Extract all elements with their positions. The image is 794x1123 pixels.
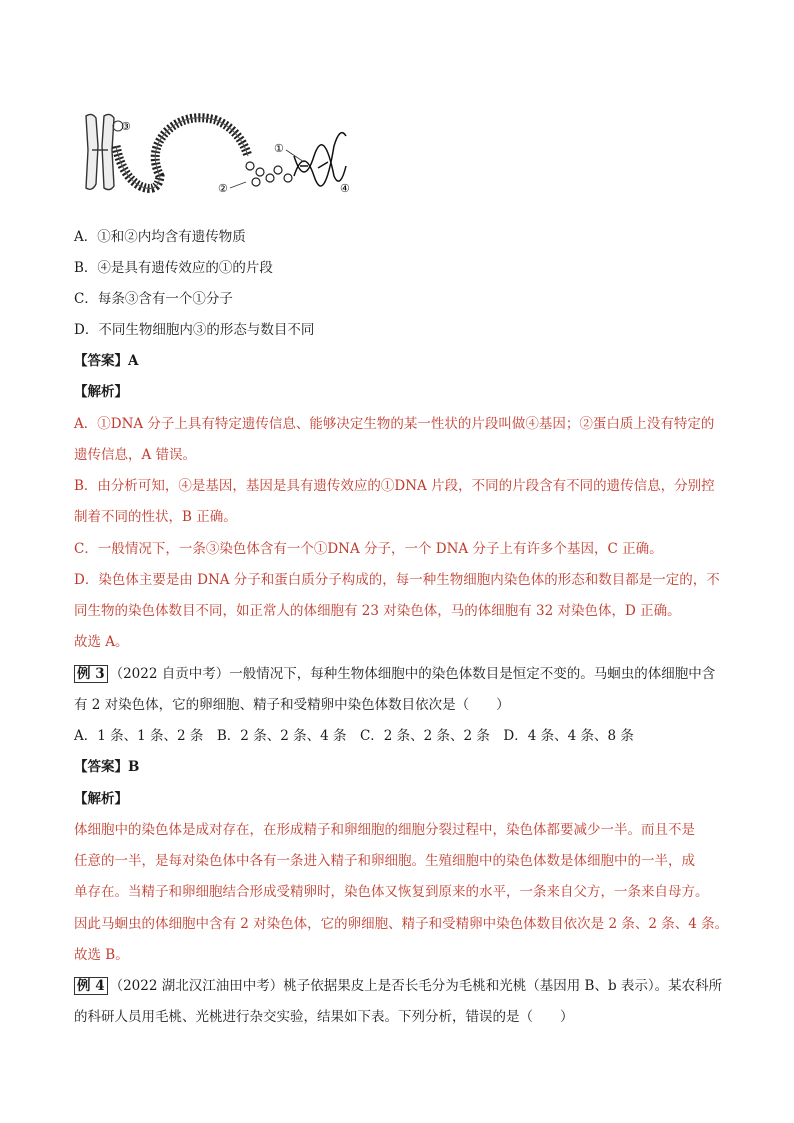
q2-option-d: D．不同生物细胞内③的形态与数目不同 xyxy=(74,322,315,338)
example3-stem: 一般情况下，每种生物体细胞中的染色体数目是恒定不变的。马蛔虫的体细胞中含 xyxy=(229,666,716,682)
example3-analysis-line: 故选 B。 xyxy=(74,947,129,963)
example4-stem-line2: 的科研人员用毛桃、光桃进行杂交实验，结果如下表。下列分析，错误的是（ ） xyxy=(74,1009,574,1025)
example3-analysis-line: 体细胞中的染色体是成对存在，在形成精子和卵细胞的细胞分裂过程中，染色体都要减少一半。而且不是 xyxy=(74,822,695,838)
example3-analysis-line: 因此马蛔虫的体细胞中含有 2 对染色体，它的卵细胞、精子和受精卵中染色体数目依次是 2 条、2 条、4 条。 xyxy=(74,916,729,932)
q2-analysis-line: B．由分析可知，④是基因，基因是具有遗传效应的①DNA 片段，不同的片段含有不同的遗传信息，分别控 xyxy=(74,478,715,494)
chromosome-dna-diagram xyxy=(78,106,358,198)
example4-tag: 例 4 xyxy=(74,977,108,995)
figure-label-3: ③ xyxy=(121,120,131,133)
q2-analysis-line: C．一般情况下，一条③染色体含有一个①DNA 分子，一个 DNA 分子上有许多个基因，C 正确。 xyxy=(74,541,663,557)
dna-helix xyxy=(294,133,346,186)
q2-option-b: B．④是具有遗传效应的①的片段 xyxy=(74,260,273,276)
figure-label-2: ② xyxy=(218,182,228,195)
example4-source: （2022 湖北汉江油田中考） xyxy=(109,978,284,994)
example3-analysis-heading: 【解析】 xyxy=(74,791,128,807)
example3-analysis-line: 单存在。当精子和卵细胞结合形成受精卵时，染色体又恢复到原来的水平，一条来自父方，一条来自母方。 xyxy=(74,884,709,900)
figure-label-1: ① xyxy=(274,142,284,155)
example3-stem-line2: 有 2 对染色体，它的卵细胞、精子和受精卵中染色体数目依次是（ ） xyxy=(74,697,510,713)
q2-analysis-heading: 【解析】 xyxy=(74,384,128,400)
example3-analysis-line: 任意的一半，是每对染色体中各有一条进入精子和卵细胞。生殖细胞中的染色体数是体细胞中的一半，成 xyxy=(74,853,695,869)
chromosome-shape xyxy=(86,114,114,189)
q2-option-a: A．①和②内均含有遗传物质 xyxy=(74,229,246,245)
example3-answer: 【答案】B xyxy=(74,759,140,775)
q2-analysis-line: 制着不同的性状，B 正确。 xyxy=(74,509,237,525)
q2-analysis-line: 遗传信息，A 错误。 xyxy=(74,447,197,463)
protein-beads xyxy=(246,162,292,186)
q2-analysis-line: A．①DNA 分子上具有特定遗传信息、能够决定生物的某一性状的片段叫做④基因；②蛋白质上没有特定的 xyxy=(74,416,715,432)
example4-stem: 桃子依据果皮上是否长毛分为毛桃和光桃（基因用 B、b 表示）。某农科所 xyxy=(283,978,723,994)
q2-analysis-line: 同生物的染色体数目不同，如正常人的体细胞有 23 对染色体，马的体细胞有 32 对染色体，D 正确。 xyxy=(74,603,681,619)
q2-answer: 【答案】A xyxy=(74,353,139,369)
q2-option-c: C．每条③含有一个①分子 xyxy=(74,291,233,307)
chromatin-coil xyxy=(116,118,248,189)
figure-label-4: ④ xyxy=(340,182,350,195)
example4-stem-line1 xyxy=(74,976,722,996)
example3-source: （2022 自贡中考） xyxy=(109,666,230,682)
example3-tag: 例 3 xyxy=(74,665,108,683)
q2-analysis-line: D．染色体主要是由 DNA 分子和蛋白质分子构成的，每一种生物细胞内染色体的形态和数目都是一定的，不 xyxy=(74,572,720,588)
q2-analysis-line: 故选 A。 xyxy=(74,634,129,650)
example3-options: A．1 条、1 条、2 条 B．2 条、2 条、4 条 C．2 条、2 条、2 条 D．4 条、4 条、8 条 xyxy=(74,728,634,744)
example3-stem-line1 xyxy=(74,664,715,684)
